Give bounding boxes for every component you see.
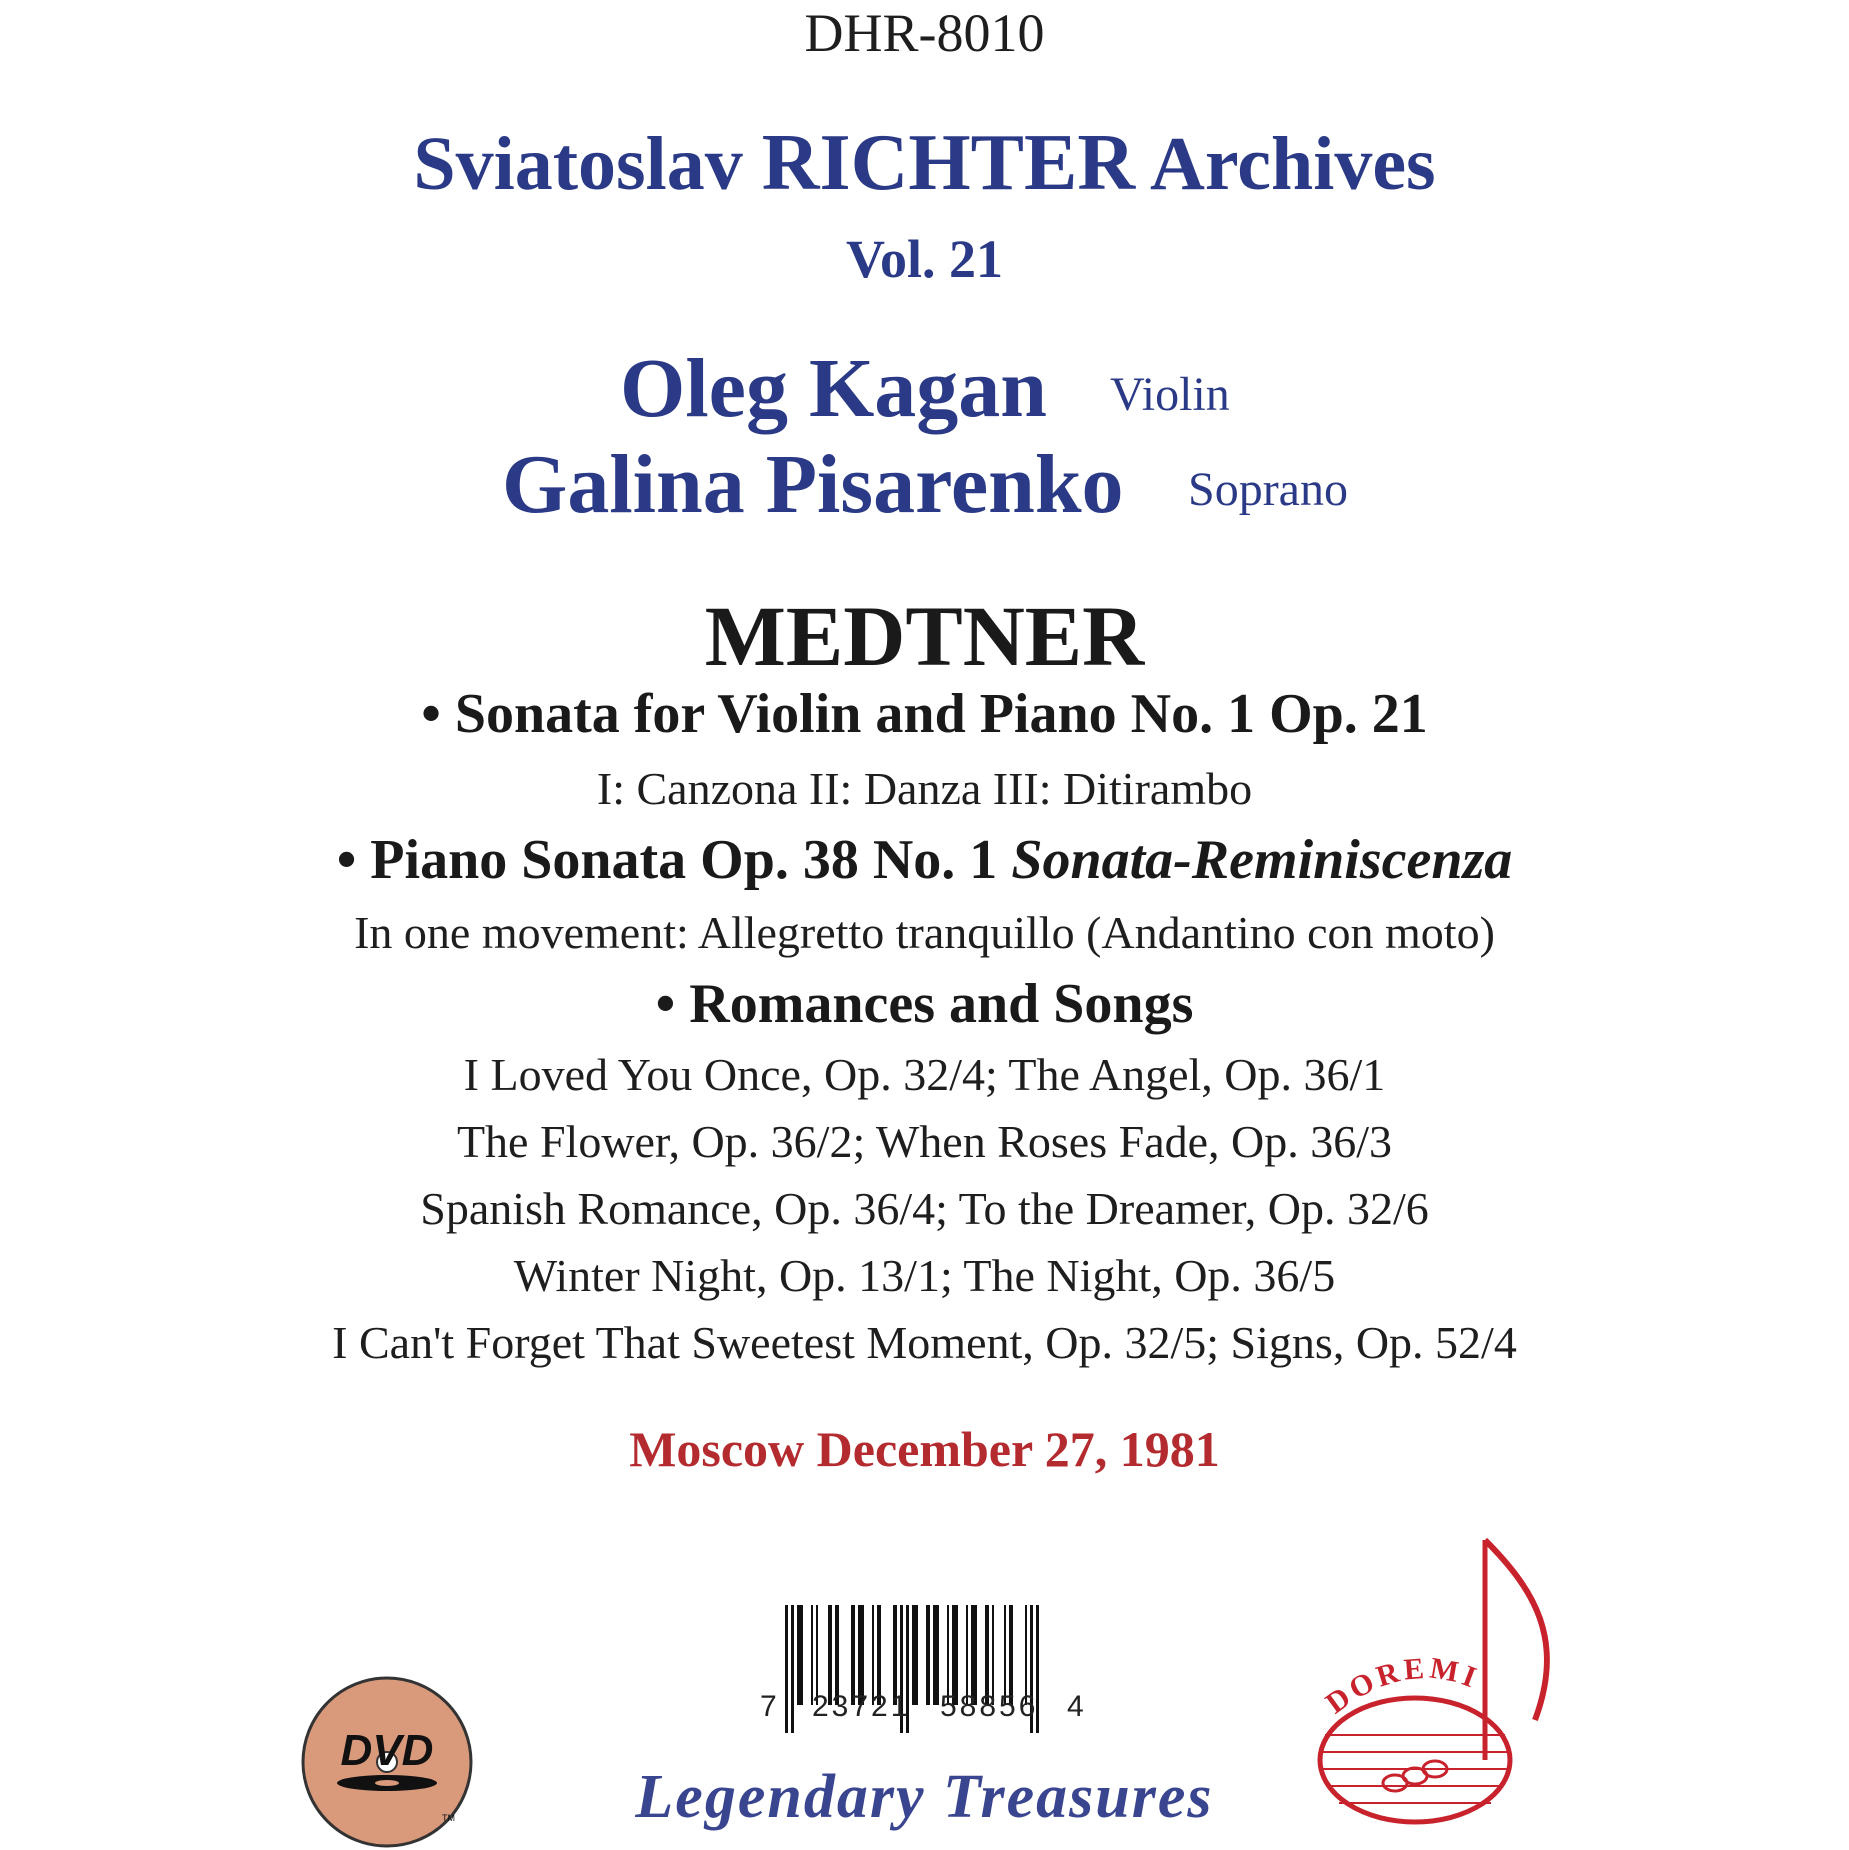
performer-name-2: Galina Pisarenko <box>502 438 1124 531</box>
dvd-logo-icon <box>300 1675 475 1850</box>
song-line-2: The Flower, Op. 36/2; When Roses Fade, Op. 36/3 <box>456 1116 1393 1167</box>
work-title-3: • Romances and Songs <box>655 973 1194 1035</box>
barcode-bar <box>791 1605 794 1733</box>
svg-text:DOREMI <box>1320 1652 1485 1721</box>
series-title <box>0 118 1849 209</box>
tagline: Legendary Treasures <box>635 1763 1214 1831</box>
work-title-1: • Sonata for Violin and Piano No. 1 Op. 21 <box>421 683 1428 745</box>
performer-role-2: Soprano <box>1188 463 1348 516</box>
dvd-logo-text: DVD <box>340 1726 434 1775</box>
barcode-left-digits: 23721 <box>812 1690 911 1723</box>
performer-name-1: Oleg Kagan <box>620 342 1048 435</box>
doremi-label-logo <box>1305 1530 1580 1830</box>
work-title-2-text: • Piano Sonata Op. 38 No. 1 <box>336 829 998 891</box>
series-first-name: Sviatoslav <box>413 122 743 206</box>
barcode-bar <box>785 1605 788 1733</box>
barcode-lead-digit: 7 <box>760 1690 780 1723</box>
svg-text:TM: TM <box>442 1813 455 1823</box>
composer-heading: MEDTNER <box>704 588 1145 684</box>
barcode-check-digit: 4 <box>1067 1690 1087 1723</box>
volume-label: Vol. 21 <box>845 229 1004 289</box>
recording-info: Moscow December 27, 1981 <box>629 1421 1220 1477</box>
work-details-1: I: Canzona II: Danza III: Ditirambo <box>596 763 1253 814</box>
barcode-bar <box>933 1605 939 1705</box>
catalog-number: DHR-8010 <box>804 3 1045 63</box>
song-line-4: Winter Night, Op. 13/1; The Night, Op. 36/5 <box>513 1250 1336 1301</box>
work-details-2: In one movement: Allegretto tranquillo (Andantino con moto) <box>354 907 1495 958</box>
work-title-2 <box>0 828 1849 892</box>
barcode-bar <box>926 1605 930 1705</box>
song-line-3: Spanish Romance, Op. 36/4; To the Dreamer, Op. 32/6 <box>420 1183 1429 1234</box>
series-last-name: RICHTER <box>761 119 1136 207</box>
barcode-bar <box>912 1605 918 1705</box>
doremi-logo-text: DOREMI <box>1319 1651 1485 1721</box>
song-line-1: I Loved You Once, Op. 32/4; The Angel, Op. 36/1 <box>463 1049 1386 1100</box>
series-suffix: Archives <box>1149 122 1436 206</box>
barcode-bar <box>797 1605 803 1705</box>
song-line-5: I Can't Forget That Sweetest Moment, Op. 32/5; Signs, Op. 52/4 <box>332 1317 1517 1368</box>
work-title-2-subtitle: Sonata-Reminiscenza <box>1011 829 1513 891</box>
barcode-right-digits: 58856 <box>940 1690 1039 1723</box>
performer-role-1: Violin <box>1110 368 1230 421</box>
